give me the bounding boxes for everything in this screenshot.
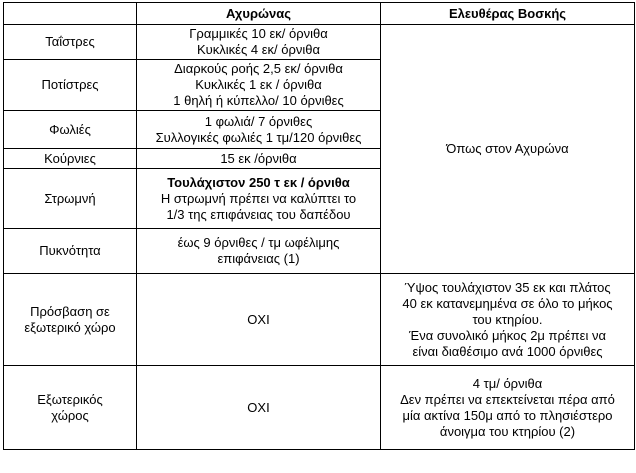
row-label: Ταΐστρες — [4, 25, 137, 60]
free-range-cell — [381, 274, 635, 366]
cell-line: Συλλογικές φωλιές 1 τμ/120 όρνιθες — [155, 129, 362, 145]
barn-cell — [137, 25, 381, 60]
cell-line: μία ακτίνα 150μ από το πλησιέστερο — [402, 407, 613, 423]
comparison-table — [3, 2, 635, 450]
header-empty-cell — [4, 3, 137, 25]
row-label: Κούρνιες — [4, 149, 137, 169]
cell-line: είναι διαθέσιμο ανά 1000 όρνιθες — [412, 343, 603, 359]
barn-cell — [137, 229, 381, 274]
cell-line: 4 τμ/ όρνιθα — [472, 375, 543, 391]
header-row — [4, 3, 635, 25]
cell-line: Εξωτερικός — [37, 391, 103, 407]
cell-line: Πρόσβαση σε — [30, 303, 110, 319]
barn-cell — [137, 111, 381, 149]
row-label: Φωλιές — [4, 111, 137, 149]
cell-line: 40 εκ κατανεμημένα σε όλο το μήκος — [402, 295, 613, 311]
free-range-merged-cell: Όπως στον Αχυρώνα — [381, 25, 635, 274]
barn-cell — [137, 149, 381, 169]
barn-cell — [137, 60, 381, 111]
row-label: Πυκνότητα — [4, 229, 137, 274]
cell-line: Η στρωμνή πρέπει να καλύπτει το — [160, 190, 357, 206]
table-row — [4, 274, 635, 366]
cell-line: Ύψος τουλάχιστον 35 εκ και πλάτος — [404, 279, 611, 295]
row-label — [4, 274, 137, 366]
header-free-range: Ελευθέρας Βοσκής — [381, 3, 635, 25]
cell-line-bold: Τουλάχιστον 250 τ εκ / όρνιθα — [167, 174, 350, 190]
barn-cell: ΟΧΙ — [137, 274, 381, 366]
cell-line: Γραμμικές 10 εκ/ όρνιθα — [189, 26, 328, 41]
cell-line: Δεν πρέπει να επεκτείνεται πέρα από — [400, 391, 615, 407]
header-barn: Αχυρώνας — [137, 3, 381, 25]
row-label — [4, 366, 137, 450]
cell-line: Κυκλικές 1 εκ / όρνιθα — [195, 77, 322, 92]
cell-line: εξωτερικό χώρο — [24, 319, 116, 335]
cell-line: επιφάνειας (1) — [217, 251, 300, 266]
cell-line: έως 9 όρνιθες / τμ ωφέλιμης — [177, 235, 340, 250]
cell-line: χώρος — [51, 407, 89, 423]
cell-line: Κυκλικές 4 εκ/ όρνιθα — [197, 42, 320, 57]
cell-line: 1/3 της επιφάνειας του δαπέδου — [166, 206, 351, 222]
table-row — [4, 25, 635, 60]
cell-line: 1 θηλή ή κύπελλο/ 10 όρνιθες — [173, 93, 344, 108]
barn-cell: ΟΧΙ — [137, 366, 381, 450]
table-row — [4, 366, 635, 450]
cell-line: Ένα συνολικό μήκος 2μ πρέπει να — [409, 327, 606, 343]
cell-line: άνοιγμα του κτηρίου (2) — [439, 423, 576, 439]
row-label: Στρωμνή — [4, 169, 137, 229]
row-label: Ποτίστρες — [4, 60, 137, 111]
barn-cell — [137, 169, 381, 229]
free-range-cell — [381, 366, 635, 450]
cell-line: 15 εκ /όρνιθα — [220, 150, 297, 166]
cell-line: του κτηρίου. — [472, 311, 543, 327]
cell-line: 1 φωλιά/ 7 όρνιθες — [204, 113, 313, 129]
cell-line: Διαρκούς ροής 2,5 εκ/ όρνιθα — [174, 61, 343, 76]
